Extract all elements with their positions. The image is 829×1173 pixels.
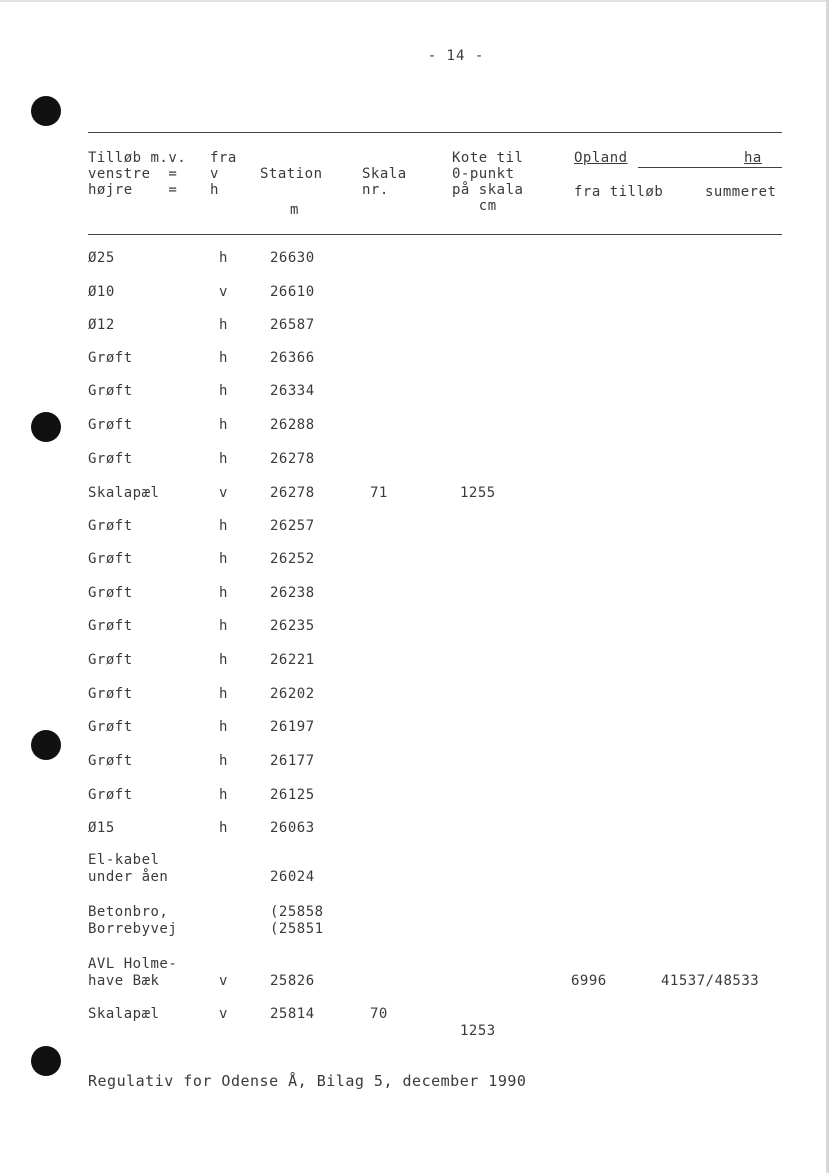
table-side-cell: h: [219, 820, 228, 836]
page-edge-top: [0, 0, 829, 2]
table-side-cell: h: [219, 250, 228, 266]
table-side-cell: h: [219, 518, 228, 534]
table-skala-cell: 70: [370, 1006, 388, 1022]
table-station-cell: 25814: [270, 1006, 315, 1022]
header-tillob: Tilløb m.v. venstre = højre =: [88, 150, 187, 198]
header-ha: ha: [744, 150, 762, 166]
table-side-cell: h: [219, 585, 228, 601]
table-name-cell: Grøft: [88, 753, 133, 769]
table-station-cell: 26252: [270, 551, 315, 567]
table-skala-cell: 71: [370, 485, 388, 501]
table-station-cell: 26366: [270, 350, 315, 366]
header-opland: Opland: [574, 150, 628, 166]
table-station-cell: 25826: [270, 973, 315, 989]
table-side-cell: h: [219, 719, 228, 735]
table-fra-cell: 6996: [571, 973, 607, 989]
table-station-cell: 26278: [270, 485, 315, 501]
table-name-cell: Grøft: [88, 383, 133, 399]
table-name-cell: Grøft: [88, 451, 133, 467]
table-side-cell: v: [219, 284, 228, 300]
table-name-cell: Grøft: [88, 686, 133, 702]
table-station-cell: 26235: [270, 618, 315, 634]
table-station-cell: 26202: [270, 686, 315, 702]
table-side-cell: h: [219, 787, 228, 803]
table-name-cell: Grøft: [88, 618, 133, 634]
table-name-cell: Grøft: [88, 350, 133, 366]
table-kote-cell: 1255: [460, 485, 496, 501]
punch-hole: [31, 96, 61, 126]
table-name-cell: Grøft: [88, 518, 133, 534]
table-station-cell: 26024: [270, 869, 315, 885]
header-fra-tillob: fra tilløb: [574, 184, 664, 200]
table-name-cell: Grøft: [88, 417, 133, 433]
page-number: - 14 -: [427, 48, 485, 64]
footer-text: Regulativ for Odense Å, Bilag 5, december 1990: [88, 1072, 527, 1090]
table-station-cell: 26221: [270, 652, 315, 668]
header-kote: Kote til 0-punkt på skala cm: [452, 150, 524, 214]
table-side-cell: h: [219, 551, 228, 567]
table-name-cell: AVL Holme- have Bæk: [88, 956, 178, 989]
table-name-cell: Ø15: [88, 820, 115, 836]
table-side-cell: v: [219, 485, 228, 501]
table-station-cell: 26177: [270, 753, 315, 769]
table-name-cell: Ø25: [88, 250, 115, 266]
header-fra: fra v h: [210, 150, 237, 198]
table-station-cell: (25858 (25851: [270, 904, 324, 937]
table-station-cell: 26334: [270, 383, 315, 399]
table-name-cell: Ø12: [88, 317, 115, 333]
table-name-cell: Grøft: [88, 585, 133, 601]
punch-hole: [31, 1046, 61, 1076]
table-station-cell: 26610: [270, 284, 315, 300]
table-station-cell: 26630: [270, 250, 315, 266]
table-side-cell: h: [219, 652, 228, 668]
table-top-rule: [88, 132, 782, 133]
table-name-cell: Grøft: [88, 551, 133, 567]
table-name-cell: Ø10: [88, 284, 115, 300]
header-summeret: summeret: [705, 184, 777, 200]
table-sum-cell: 41537/48533: [661, 973, 760, 989]
table-side-cell: h: [219, 350, 228, 366]
table-station-cell: 26278: [270, 451, 315, 467]
table-name-cell: Grøft: [88, 719, 133, 735]
header-bottom-rule: [88, 234, 782, 235]
table-station-cell: 26257: [270, 518, 315, 534]
opland-underline: [638, 167, 782, 168]
table-name-cell: Betonbro, Borrebyvej: [88, 904, 178, 937]
table-station-cell: 26288: [270, 417, 315, 433]
punch-hole: [31, 412, 61, 442]
table-name-cell: Grøft: [88, 652, 133, 668]
header-station-unit: m: [290, 202, 299, 218]
punch-hole: [31, 730, 61, 760]
table-name-cell: Skalapæl: [88, 1006, 160, 1022]
table-side-cell: h: [219, 451, 228, 467]
header-station: Station: [260, 166, 323, 182]
table-side-cell: h: [219, 686, 228, 702]
table-side-cell: h: [219, 383, 228, 399]
table-name-cell: El-kabel under åen: [88, 852, 169, 885]
table-side-cell: v: [219, 973, 228, 989]
table-side-cell: h: [219, 618, 228, 634]
table-side-cell: v: [219, 1006, 228, 1022]
table-station-cell: 26125: [270, 787, 315, 803]
table-side-cell: h: [219, 317, 228, 333]
table-name-cell: Skalapæl: [88, 485, 160, 501]
table-station-cell: 26197: [270, 719, 315, 735]
table-kote-cell: 1253: [460, 1023, 496, 1039]
table-station-cell: 26238: [270, 585, 315, 601]
table-side-cell: h: [219, 417, 228, 433]
table-side-cell: h: [219, 753, 228, 769]
table-station-cell: 26587: [270, 317, 315, 333]
table-station-cell: 26063: [270, 820, 315, 836]
header-skala: Skala nr.: [362, 166, 407, 198]
table-name-cell: Grøft: [88, 787, 133, 803]
